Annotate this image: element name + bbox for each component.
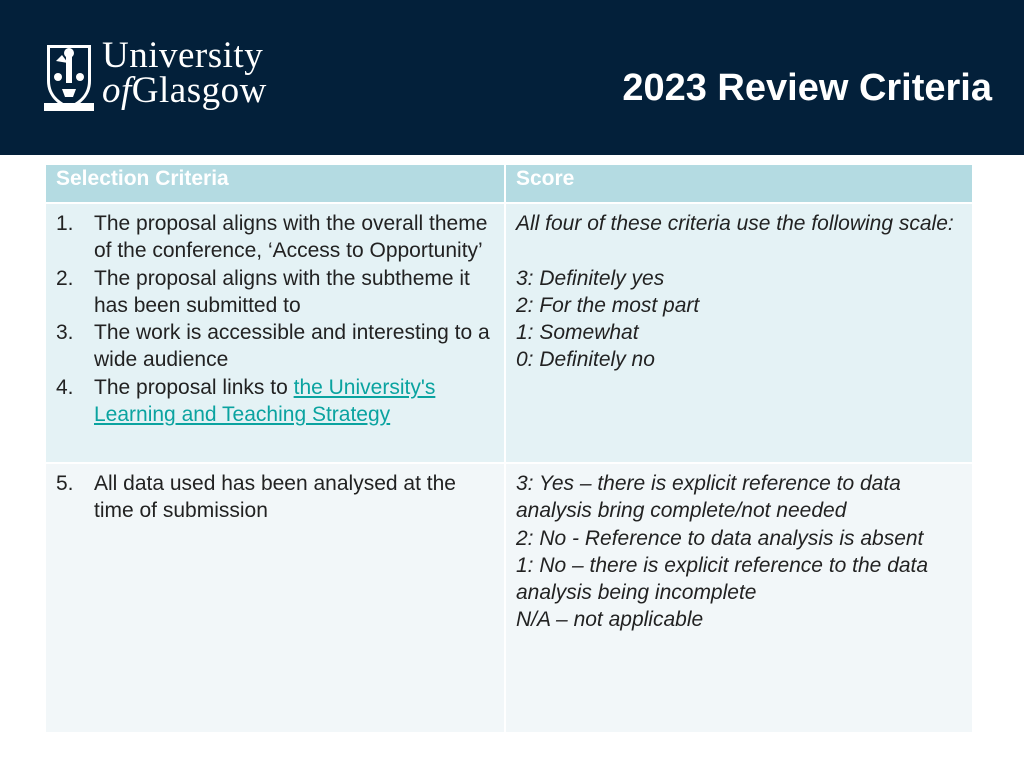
score-intro: All four of these criteria use the following scale: [516,212,954,235]
university-crest-icon [44,41,94,113]
item-number: 4. [56,375,74,399]
item-number: 2. [56,266,74,290]
table-row [45,203,973,463]
item-number: 1. [56,212,74,235]
scale-item: 1: Somewhat [516,321,639,345]
strategy-link[interactable]: the University's Learning and Teaching Strategy [94,375,436,427]
header-selection-criteria: Selection Criteria [45,164,505,203]
logo-glasgow: Glasgow [131,70,267,111]
list-item [56,319,494,374]
scale-item: N/A – not applicable [516,608,704,632]
scale-item: 3: Definitely yes [516,266,665,290]
item-text: The proposal aligns with the overall theme of the conference, ‘Access to Opportunity’ [94,212,488,263]
scale-item: 2: No - Reference to data analysis is absent [516,526,924,550]
scale-item: 2: For the most part [516,293,700,317]
header-score: Score [505,164,973,203]
logo-line2 [102,70,267,111]
list-item [56,210,494,265]
criteria-list [56,210,494,428]
item-text: The proposal aligns with the subtheme it has been submitted to [94,266,470,317]
scale-item: 3: Yes – there is explicit reference to data analysis bring complete/not needed [516,472,901,523]
item-text: The proposal links to [94,375,294,399]
logo-line1: University [102,35,264,76]
list-item [56,470,494,525]
item-number: 5. [56,472,74,495]
logo-wordmark [102,35,267,111]
table-header-row [45,164,973,203]
item-number: 3. [56,321,74,345]
criteria-cell [45,463,505,733]
scale-item: 1: No – there is explicit reference to the data analysis being incomplete [516,553,929,605]
list-item [56,374,494,429]
item-text: All data used has been analysed at the time of submission [94,472,456,523]
university-logo[interactable] [44,35,274,114]
criteria-cell [45,203,505,463]
score-cell [505,463,973,733]
header-bar [0,0,1024,155]
scale-item: 0: Definitely no [516,348,655,372]
criteria-list [56,470,494,525]
page-title: 2023 Review Criteria [622,67,992,109]
list-item [56,265,494,320]
table-row [45,463,973,733]
score-cell [505,203,973,463]
criteria-table [44,163,974,734]
logo-of: of [102,70,132,111]
item-text-with-link [94,374,494,429]
item-text: The work is accessible and interesting to a wide audience [94,321,490,372]
